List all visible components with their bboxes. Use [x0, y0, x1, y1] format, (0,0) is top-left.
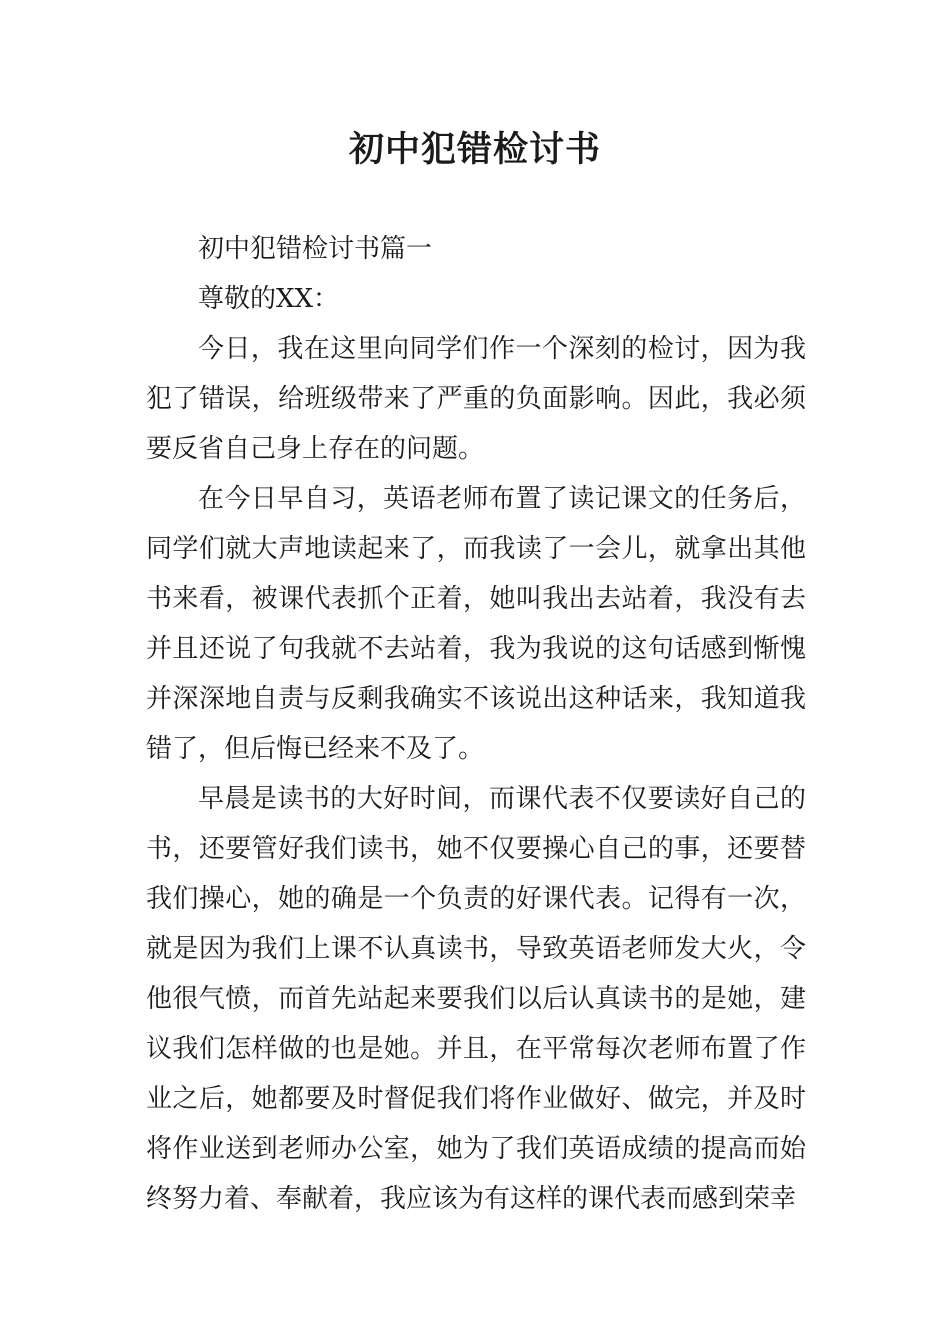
document-body: [146, 224, 806, 1224]
document-title: 初中犯错检讨书: [348, 130, 601, 170]
paragraph: 早晨是读书的大好时间，而课代表不仅要读好自己的书，还要管好我们读书，她不仅要操心自己的事，还要替我们操心，她的确是一个负责的好课代表。记得有一次，就是因为我们上课不认真读书，导致英语老师发大火，令他很气愤，而首先站起来要我们以后认真读书的是她，建议我们怎样做的也是她。并且，在平常每次老师布置了作业之后，她都要及时督促我们将作业做好、做完，并及时将作业送到老师办公室，她为了我们英语成绩的提高而始终努力着、奉献着，我应该为有这样的课代表而感到荣幸: [146, 784, 806, 1214]
paragraph: 在今日早自习，英语老师布置了读记课文的任务后，同学们就大声地读起来了，而我读了一会儿，就拿出其他书来看，被课代表抓个正着，她叫我出去站着，我没有去并且还说了句我就不去站着，我为我说的这句话感到惭愧并深深地自责与反剩我确实不该说出这种话来，我知道我错了，但后悔已经来不及了。: [146, 484, 806, 764]
section-heading: 初中犯错检讨书篇一: [198, 234, 433, 264]
salutation: 尊敬的XX：: [198, 284, 340, 314]
paragraph: 今日，我在这里向同学们作一个深刻的检讨，因为我犯了错误，给班级带来了严重的负面影响。因此，我必须要反省自己身上存在的问题。: [146, 334, 806, 464]
